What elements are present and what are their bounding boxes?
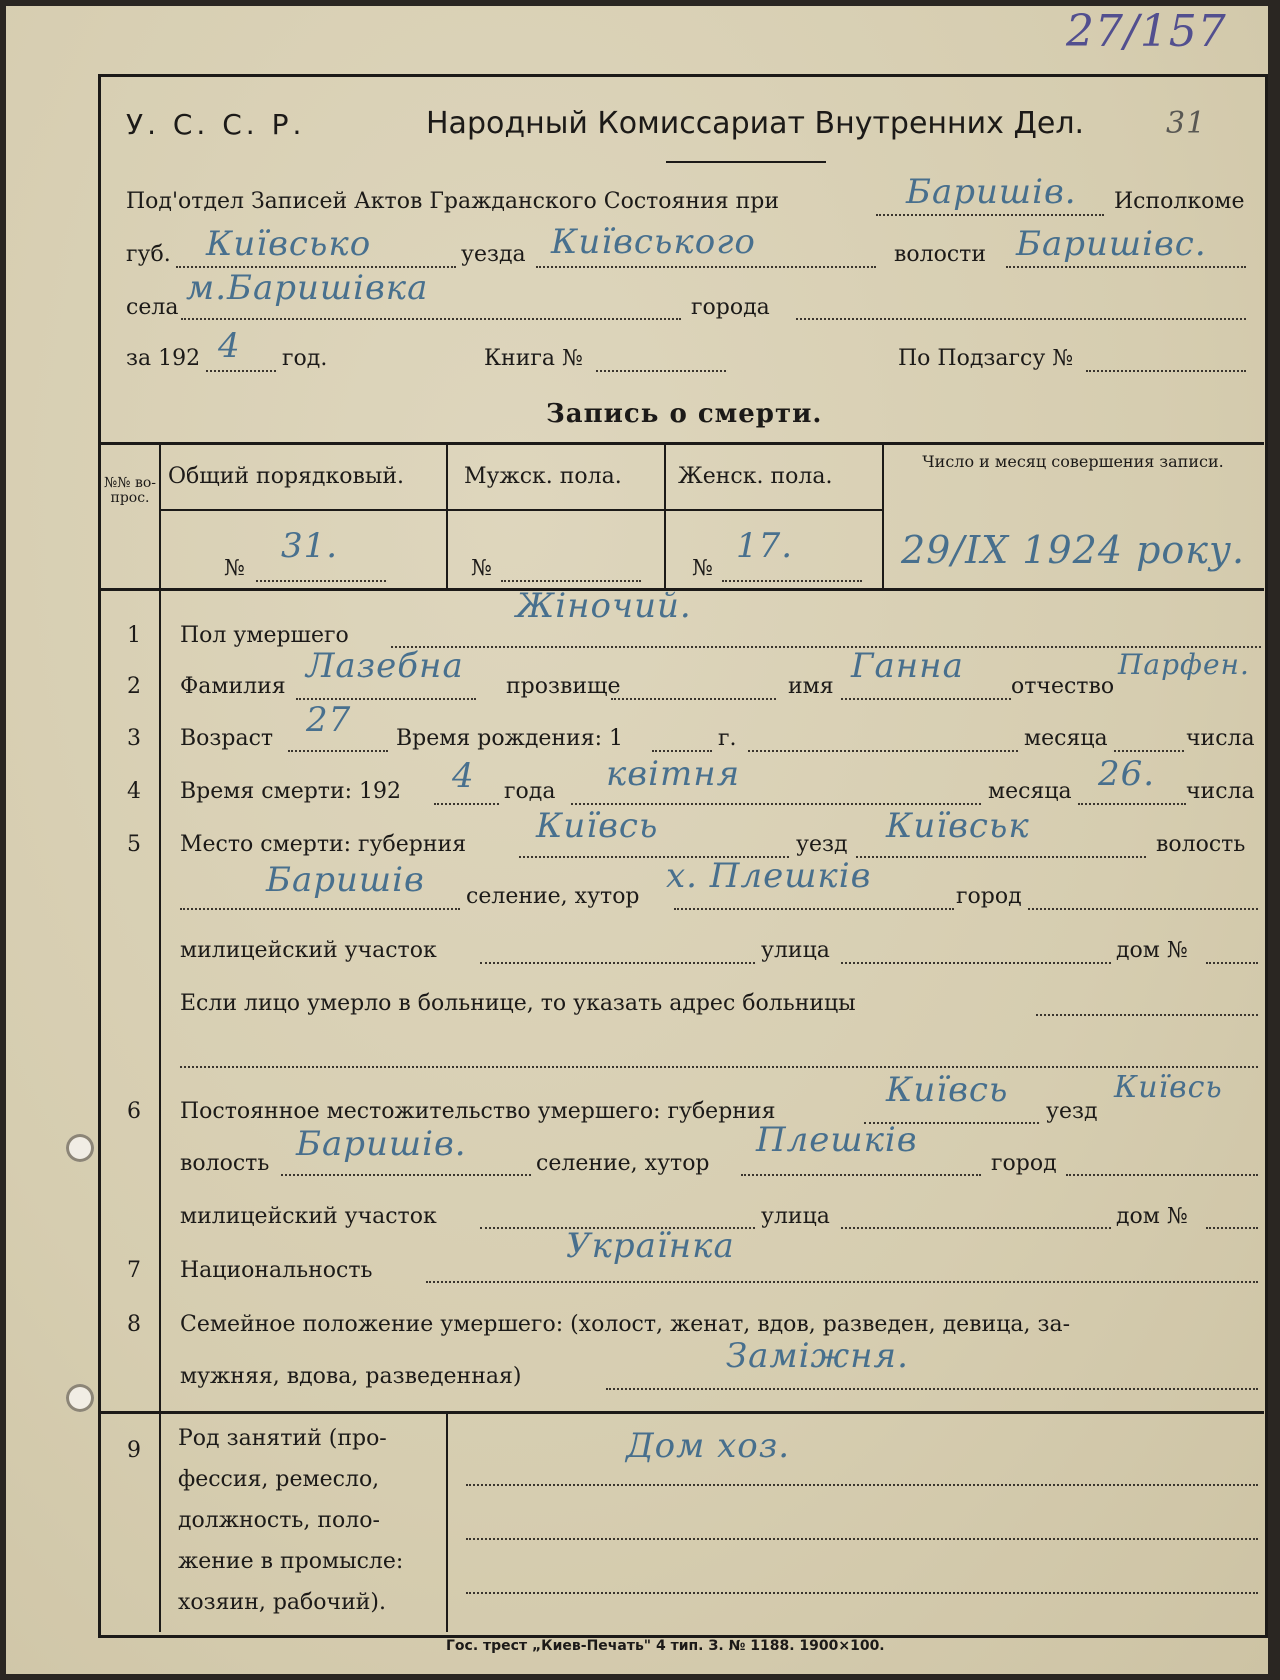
- selo-label: села: [126, 295, 179, 320]
- archive-number: 27/157: [1066, 6, 1227, 57]
- q5-hospital-dots-2: [180, 1066, 1258, 1068]
- god-label: год.: [282, 346, 328, 371]
- form-sheet: [6, 6, 1268, 1674]
- q5-hospital-label: Если лицо умерло в больнице, то указать адрес больницы: [180, 991, 856, 1016]
- q6-volost-value: Баришів.: [296, 1124, 467, 1164]
- female-value: 17.: [736, 526, 794, 566]
- q5-street-dots: [841, 962, 1111, 964]
- q8-line1: Семейное положение умершего: (холост, женат, вдов, разведен, девица, за-: [180, 1312, 1071, 1337]
- q2-name-label: имя: [788, 674, 834, 699]
- question-number: 9: [127, 1438, 141, 1463]
- q6-selo-label: селение, хутор: [536, 1151, 710, 1176]
- male-no-sign: №: [471, 556, 492, 581]
- year-dots: [206, 370, 276, 372]
- q4-year-label: года: [504, 779, 556, 804]
- female-no-sign: №: [692, 556, 713, 581]
- gorod-dots: [796, 318, 1246, 320]
- q4-month-value: квітня: [606, 754, 741, 794]
- register-col-rule: [882, 442, 884, 588]
- register-header-rule: [159, 509, 882, 511]
- q5-hospital-dots: [1036, 1014, 1258, 1016]
- q5-gorod-label: город: [956, 884, 1022, 909]
- q2-patronymic-label: отчество: [1011, 674, 1115, 699]
- q3-age-value: 27: [306, 700, 352, 740]
- question-number: 8: [127, 1312, 141, 1337]
- col-general-header: Общий порядковый.: [168, 464, 405, 489]
- question-number: 6: [127, 1099, 141, 1124]
- q9-line: хозяин, рабочий).: [178, 1590, 386, 1615]
- q9-dots-2: [466, 1538, 1258, 1540]
- q9-line: должность, поло-: [178, 1508, 380, 1533]
- question-number: 3: [127, 726, 141, 751]
- question-number: 2: [127, 674, 141, 699]
- q4-day-value: 26.: [1098, 754, 1156, 794]
- q1-value: Жіночий.: [516, 586, 692, 626]
- printer-imprint: Гос. трест „Киев-Печать" 4 тип. З. № 1188. 1900×100.: [446, 1638, 885, 1654]
- q3-age-dots: [288, 750, 388, 752]
- gub-value: Київсько: [206, 224, 372, 264]
- q6-uezd-label: уезд: [1046, 1099, 1098, 1124]
- q6-gorod-dots: [1066, 1174, 1258, 1176]
- q7-dots: [426, 1281, 1258, 1283]
- header-rule: [666, 161, 826, 163]
- q3-day-label: числа: [1186, 726, 1255, 751]
- q5-selo-label: селение, хутор: [466, 884, 640, 909]
- q5-uezd-dots: [856, 856, 1146, 858]
- kniga-dots: [596, 370, 726, 372]
- col-female-header: Женск. пола.: [678, 464, 833, 489]
- q9-top-rule: [98, 1411, 1264, 1414]
- podzags-label: По Подзагсу №: [898, 346, 1074, 371]
- q5-street-label: улица: [761, 938, 830, 963]
- general-dots: [256, 580, 386, 582]
- q7-label: Национальность: [180, 1258, 373, 1283]
- q2-nickname-label: прозвище: [506, 674, 621, 699]
- q9-line: жение в промысле:: [178, 1549, 404, 1574]
- q8-value: Заміжня.: [726, 1336, 909, 1376]
- general-no-sign: №: [224, 556, 245, 581]
- q4-day-label: числа: [1186, 779, 1255, 804]
- record-title: Запись о смерти.: [546, 399, 823, 429]
- year-value: 4: [218, 326, 241, 366]
- q6-street-label: улица: [761, 1204, 830, 1229]
- q5-label: Место смерти: губерния: [180, 832, 467, 857]
- q8-dots: [606, 1388, 1258, 1390]
- q4-day-dots: [1078, 803, 1186, 805]
- q3-birth-label: Время рождения: 1: [396, 726, 623, 751]
- year-label: за 192: [126, 346, 201, 371]
- date-value: 29/IX 1924 року.: [901, 528, 1246, 572]
- register-col-rule: [664, 442, 666, 588]
- corner-mark: 31: [1166, 106, 1207, 141]
- q4-label: Время смерти: 192: [180, 779, 402, 804]
- q6-volost-label: волость: [180, 1151, 270, 1176]
- uezd-value: Київського: [551, 222, 756, 262]
- ministry-title: Народный Комиссариат Внутренних Дел.: [426, 106, 1085, 141]
- uezd-dots: [536, 266, 876, 268]
- subdept-value: Баришів.: [906, 172, 1077, 212]
- register-top-rule: [98, 442, 1264, 445]
- q5-uezd-label: уезд: [796, 832, 848, 857]
- q3-day-dots: [1114, 750, 1184, 752]
- subdept-dots: [876, 214, 1104, 216]
- q2-name-value: Ганна: [851, 646, 964, 686]
- volost-dots: [1006, 266, 1246, 268]
- q5-volost-dots: [180, 908, 460, 910]
- q9-dots-1: [466, 1484, 1258, 1486]
- col-date-header: Число и месяц совершения записи.: [922, 452, 1224, 471]
- selo-dots: [181, 318, 681, 320]
- q5-uezd-value: Київськ: [886, 806, 1030, 846]
- selo-value: м.Баришівка: [186, 268, 429, 308]
- q5-volost-label: волость: [1156, 832, 1246, 857]
- q6-militia-label: милицейский участок: [180, 1204, 437, 1229]
- q5-gorod-dots: [1028, 908, 1258, 910]
- uezd-label: уезда: [461, 242, 526, 267]
- col-male-header: Мужск. пола.: [464, 464, 622, 489]
- q1-label: Пол умершего: [180, 623, 349, 648]
- q3-age-label: Возраст: [180, 726, 274, 751]
- q4-month-dots: [571, 803, 981, 805]
- q8-line2: мужняя, вдова, разведенная): [180, 1364, 522, 1389]
- q2-nickname-dots: [611, 698, 776, 700]
- volost-value: Баришівс.: [1016, 224, 1207, 264]
- question-number: 5: [127, 832, 141, 857]
- question-number: 7: [127, 1258, 141, 1283]
- q9-value: Дом хоз.: [626, 1426, 791, 1466]
- q2-surname-label: Фамилия: [180, 674, 286, 699]
- q6-gorod-label: город: [991, 1151, 1057, 1176]
- q2-surname-value: Лазебна: [306, 646, 464, 686]
- male-dots: [501, 580, 641, 582]
- q5-selo-value: х. Плешків: [666, 856, 872, 896]
- q5-selo-dots: [674, 908, 954, 910]
- female-dots: [722, 580, 862, 582]
- kniga-label: Книга №: [484, 346, 583, 371]
- punch-hole: [66, 1134, 94, 1162]
- register-col-rule: [446, 442, 448, 588]
- col-num-header: №№ во- прос.: [104, 475, 156, 506]
- question-number-column-rule: [159, 442, 161, 1632]
- q5-volost-value: Баришів: [266, 860, 425, 900]
- question-number: 4: [127, 779, 141, 804]
- question-number: 1: [127, 623, 141, 648]
- q6-selo-dots: [741, 1174, 981, 1176]
- q2-name-dots: [841, 698, 1011, 700]
- gub-label: губ.: [126, 242, 171, 267]
- q5-militia-label: милицейский участок: [180, 938, 437, 963]
- q3-birth-dots: [652, 750, 712, 752]
- q6-label: Постоянное местожительство умершего: губерния: [180, 1099, 776, 1124]
- q4-year-value: 4: [452, 756, 475, 796]
- punch-hole: [66, 1384, 94, 1412]
- q9-line: фессия, ремесло,: [178, 1467, 380, 1492]
- q3-month-dots: [748, 750, 1018, 752]
- q5-house-label: дом №: [1116, 938, 1188, 963]
- q4-month-label: месяца: [988, 779, 1072, 804]
- q6-gub-value: Київсь: [886, 1070, 1009, 1110]
- q2-patronymic-value: Парфен.: [1118, 648, 1250, 681]
- q9-dots-3: [466, 1592, 1258, 1594]
- q5-gub-value: Київсь: [536, 806, 659, 846]
- gorod-label: города: [691, 295, 770, 320]
- q4-year-dots: [434, 803, 499, 805]
- q6-street-dots: [841, 1227, 1111, 1229]
- q6-volost-dots: [281, 1174, 531, 1176]
- republic-title: У. С. С. Р.: [126, 108, 306, 141]
- q5-house-dots: [1206, 962, 1258, 964]
- subdept-label-end: Исполкоме: [1114, 189, 1245, 214]
- q5-militia-dots: [480, 962, 755, 964]
- q7-value: Українка: [566, 1226, 735, 1266]
- podzags-dots: [1086, 370, 1246, 372]
- volost-label: волости: [894, 242, 987, 267]
- general-value: 31.: [281, 526, 339, 566]
- q6-house-dots: [1206, 1227, 1258, 1229]
- q3-month-label: месяца: [1024, 726, 1108, 751]
- q9-col-rule: [446, 1411, 448, 1632]
- q3-g-label: г.: [718, 726, 737, 751]
- q6-selo-value: Плешків: [756, 1120, 918, 1160]
- q6-uezd-value: Київсь: [1114, 1070, 1223, 1105]
- q6-house-label: дом №: [1116, 1204, 1188, 1229]
- subdept-label: Под'отдел Записей Актов Гражданского Состояния при: [126, 189, 780, 214]
- q9-line: Род занятий (про-: [178, 1426, 387, 1451]
